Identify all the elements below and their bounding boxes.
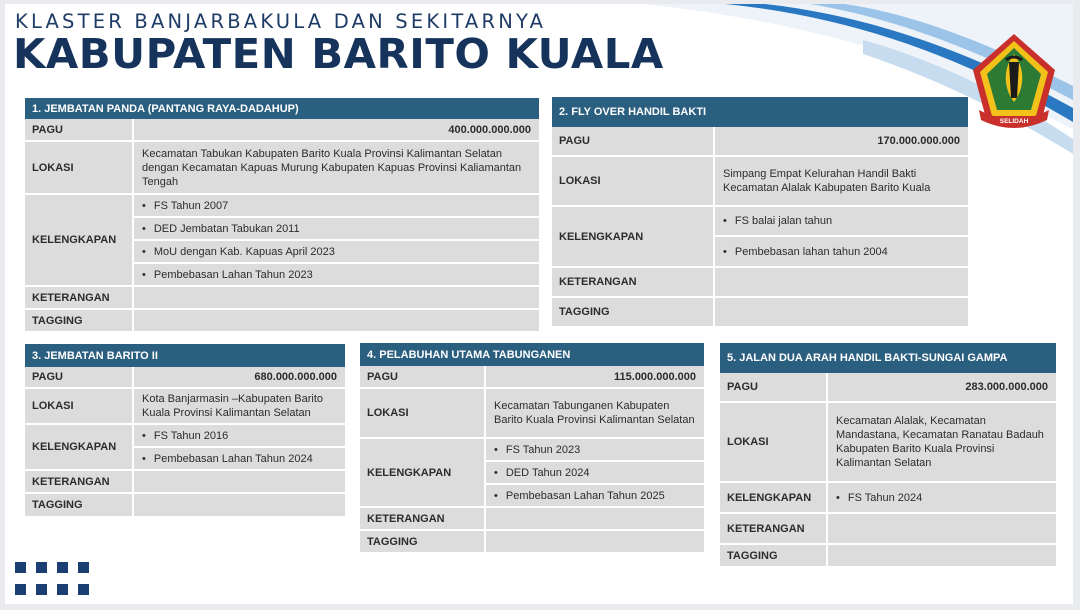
row-label-lokasi: LOKASI — [25, 142, 134, 193]
table-row — [25, 389, 345, 423]
row-label-keterangan: KETERANGAN — [25, 471, 134, 492]
square-dot — [57, 584, 68, 595]
row-label-tagging: TAGGING — [25, 494, 134, 516]
square-dot — [78, 562, 89, 573]
kelengkapan-item: • Pembebasan Lahan Tahun 2024 — [134, 448, 345, 469]
kelengkapan-item: • MoU dengan Kab. Kapuas April 2023 — [134, 241, 539, 262]
tagging-value — [134, 494, 345, 516]
table-row — [720, 514, 1056, 543]
kelengkapan-item: • FS Tahun 2023 — [486, 439, 704, 460]
square-dot — [57, 562, 68, 573]
table-row — [360, 439, 704, 460]
page-title: KABUPATEN BARITO KUALA — [13, 30, 664, 78]
page-subtitle: KLASTER BANJARBAKULA DAN SEKITARNYA — [15, 10, 547, 33]
table-row — [552, 298, 968, 326]
svg-text:SELIDAH: SELIDAH — [999, 118, 1029, 125]
keterangan-value — [715, 268, 968, 296]
square-dot — [15, 562, 26, 573]
table-row — [25, 287, 539, 308]
regency-emblem-icon — [971, 32, 1057, 132]
pagu-value: 400.000.000.000 — [134, 119, 539, 140]
kelengkapan-item: • FS balai jalan tahun — [715, 207, 968, 235]
lokasi-value: Kecamatan Tabunganen Kabupaten Barito Kuala Provinsi Kalimantan Selatan — [486, 389, 704, 437]
table-row — [552, 157, 968, 205]
project-card-3 — [25, 344, 345, 518]
row-label-pagu: PAGU — [552, 127, 715, 155]
kelengkapan-item: • DED Jembatan Tabukan 2011 — [134, 218, 539, 239]
slide — [5, 4, 1073, 604]
row-label-lokasi: LOKASI — [25, 389, 134, 423]
kelengkapan-item: • DED Tahun 2024 — [486, 462, 704, 483]
table-row — [552, 207, 968, 235]
decorative-squares — [15, 562, 95, 598]
project-table — [720, 371, 1056, 568]
keterangan-value — [486, 508, 704, 529]
table-row — [552, 127, 968, 155]
row-label-keterangan: KETERANGAN — [720, 514, 828, 543]
lokasi-value: Simpang Empat Kelurahan Handil Bakti Kecamatan Alalak Kabupaten Barito Kuala — [715, 157, 968, 205]
keterangan-value — [134, 287, 539, 308]
keterangan-value — [828, 514, 1056, 543]
table-row — [25, 425, 345, 446]
kelengkapan-item: • Pembebasan lahan tahun 2004 — [715, 237, 968, 266]
table-row — [25, 471, 345, 492]
row-label-pagu: PAGU — [720, 373, 828, 401]
kelengkapan-item: • FS Tahun 2024 — [828, 483, 1056, 512]
row-label-kelengkapan: KELENGKAPAN — [552, 207, 715, 266]
row-label-kelengkapan: KELENGKAPAN — [720, 483, 828, 512]
card-header: 5. JALAN DUA ARAH HANDIL BAKTI-SUNGAI GAMPA — [720, 343, 1056, 373]
square-dot — [36, 562, 47, 573]
lokasi-value: Kecamatan Tabukan Kabupaten Barito Kuala Provinsi Kalimantan Selatan dengan Kecamatan Kapuas Murung Kabupaten Kapuas Provinsi Kaliamantan Tengah — [134, 142, 539, 193]
keterangan-value — [134, 471, 345, 492]
table-row — [360, 389, 704, 437]
row-label-kelengkapan: KELENGKAPAN — [360, 439, 486, 506]
row-label-pagu: PAGU — [360, 366, 486, 387]
row-label-keterangan: KETERANGAN — [25, 287, 134, 308]
project-table — [360, 364, 704, 554]
table-row — [360, 531, 704, 552]
project-table — [552, 125, 968, 328]
kelengkapan-item: • Pembebasan Lahan Tahun 2025 — [486, 485, 704, 506]
pagu-value: 283.000.000.000 — [828, 373, 1056, 401]
project-table — [25, 117, 539, 333]
card-header: 2. FLY OVER HANDIL BAKTI — [552, 97, 968, 127]
square-dot — [36, 584, 47, 595]
card-header: 4. PELABUHAN UTAMA TABUNGANEN — [360, 343, 704, 366]
pagu-value: 115.000.000.000 — [486, 366, 704, 387]
table-row — [25, 195, 539, 216]
row-label-kelengkapan: KELENGKAPAN — [25, 425, 134, 469]
row-label-keterangan: KETERANGAN — [360, 508, 486, 529]
tagging-value — [828, 545, 1056, 566]
tagging-value — [134, 310, 539, 331]
tagging-value — [715, 298, 968, 326]
table-row — [720, 483, 1056, 512]
pagu-value: 170.000.000.000 — [715, 127, 968, 155]
row-label-kelengkapan: KELENGKAPAN — [25, 195, 134, 285]
pagu-value: 680.000.000.000 — [134, 367, 345, 387]
card-header: 3. JEMBATAN BARITO II — [25, 344, 345, 367]
project-card-1 — [25, 98, 539, 333]
lokasi-value: Kecamatan Alalak, Kecamatan Mandastana, Kecamatan Ranatau Badauh Kabupaten Barito Kuala Provinsi Kalimantan Selatan — [828, 403, 1056, 481]
table-row — [25, 119, 539, 140]
table-row — [360, 366, 704, 387]
lokasi-value: Kota Banjarmasin –Kabupaten Barito Kuala Provinsi Kalimantan Selatan — [134, 389, 345, 423]
project-card-5 — [720, 343, 1056, 568]
table-row — [25, 367, 345, 387]
table-row — [25, 142, 539, 193]
tagging-value — [486, 531, 704, 552]
row-label-tagging: TAGGING — [552, 298, 715, 326]
row-label-pagu: PAGU — [25, 119, 134, 140]
row-label-tagging: TAGGING — [360, 531, 486, 552]
row-label-lokasi: LOKASI — [360, 389, 486, 437]
card-header: 1. JEMBATAN PANDA (PANTANG RAYA-DADAHUP) — [25, 98, 539, 119]
project-card-2 — [552, 97, 968, 328]
table-row — [25, 310, 539, 331]
table-row — [720, 403, 1056, 481]
table-row — [552, 268, 968, 296]
table-row — [720, 545, 1056, 566]
project-table — [25, 365, 345, 518]
table-row — [360, 508, 704, 529]
row-label-pagu: PAGU — [25, 367, 134, 387]
kelengkapan-item: • Pembebasan Lahan Tahun 2023 — [134, 264, 539, 285]
row-label-tagging: TAGGING — [25, 310, 134, 331]
table-row — [720, 373, 1056, 401]
row-label-keterangan: KETERANGAN — [552, 268, 715, 296]
row-label-tagging: TAGGING — [720, 545, 828, 566]
table-row — [25, 494, 345, 516]
square-dot — [15, 584, 26, 595]
row-label-lokasi: LOKASI — [552, 157, 715, 205]
project-card-4 — [360, 343, 704, 554]
kelengkapan-item: • FS Tahun 2016 — [134, 425, 345, 446]
kelengkapan-item: • FS Tahun 2007 — [134, 195, 539, 216]
square-dot — [78, 584, 89, 595]
row-label-lokasi: LOKASI — [720, 403, 828, 481]
